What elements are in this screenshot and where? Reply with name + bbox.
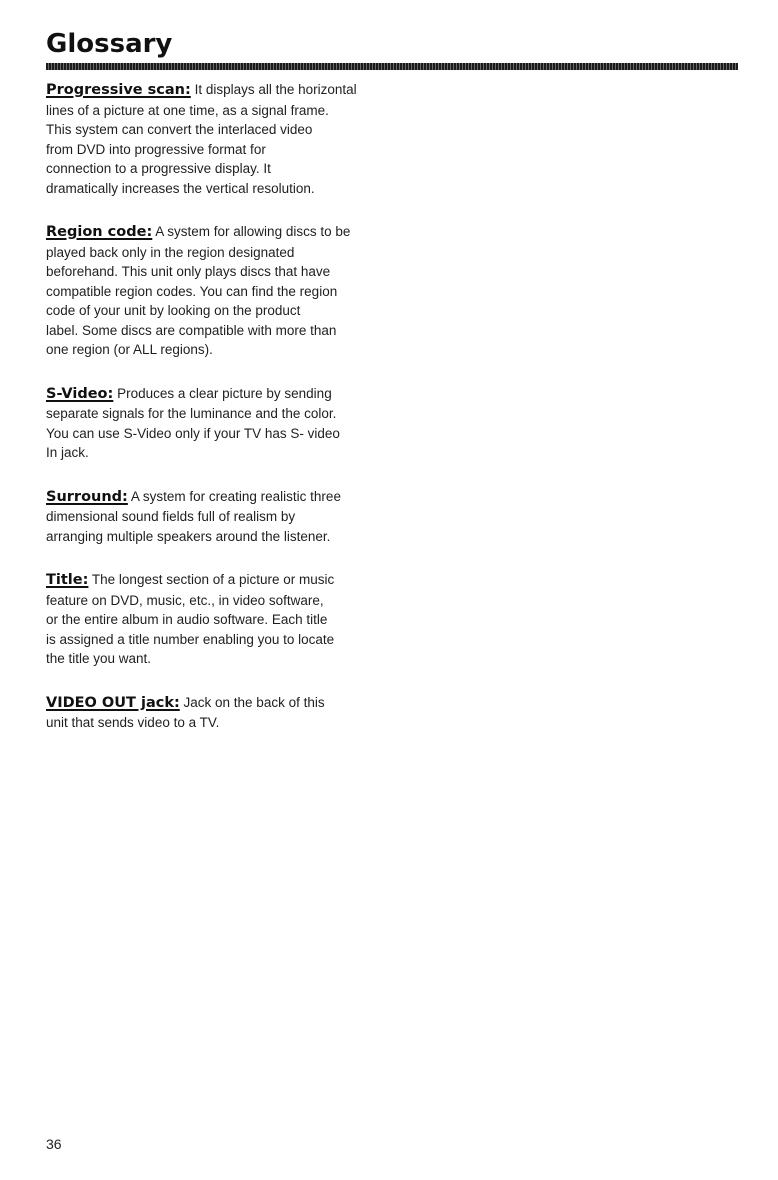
glossary-term: Title:	[46, 572, 89, 588]
glossary-entry-progressive-scan	[46, 80, 376, 198]
glossary-definition: A system for allowing discs to be played back only in the region designated beforehand. This unit only plays discs that have compatible region codes. You can find the region code of your unit by looking on the product label. Some discs are compatible with more than one region (or ALL regions).	[46, 224, 351, 357]
glossary-term: Surround:	[46, 488, 128, 505]
page-number: 36	[46, 1136, 62, 1152]
glossary-definition: Jack on the back of this unit that sends video to a TV.	[46, 694, 325, 730]
glossary-entry-surround	[46, 487, 376, 547]
glossary-entry-s-video	[46, 384, 376, 463]
page-title: Glossary	[46, 29, 173, 59]
glossary-term: Region code:	[46, 224, 153, 240]
glossary-entry-video-out-jack	[46, 693, 376, 733]
title-rule	[46, 63, 738, 70]
glossary-entry-region-code	[46, 222, 376, 360]
glossary-term: S-Video:	[46, 385, 114, 402]
glossary-entry-title	[46, 570, 376, 669]
glossary-definition: Produces a clear picture by sending separate signals for the luminance and the color. You can use S-Video only if your TV has S- video In jack.	[46, 385, 340, 460]
glossary-term: Progressive scan:	[46, 82, 191, 98]
glossary-definition: A system for creating realistic three dimensional sound fields full of realism by arranging multiple speakers around the listener.	[46, 488, 341, 544]
glossary-definition: The longest section of a picture or music feature on DVD, music, etc., in video software, or the entire album in audio software. Each title is assigned a title number enabling you to locate the title you want.	[46, 572, 335, 666]
glossary-definition: It displays all the horizontal lines of a picture at one time, as a signal frame. This system can convert the interlaced video from DVD into progressive format for connection to a progressive display. It dramatically increases the vertical resolution.	[46, 82, 357, 196]
glossary-term: VIDEO OUT jack:	[46, 694, 180, 711]
glossary-entries	[46, 80, 376, 757]
